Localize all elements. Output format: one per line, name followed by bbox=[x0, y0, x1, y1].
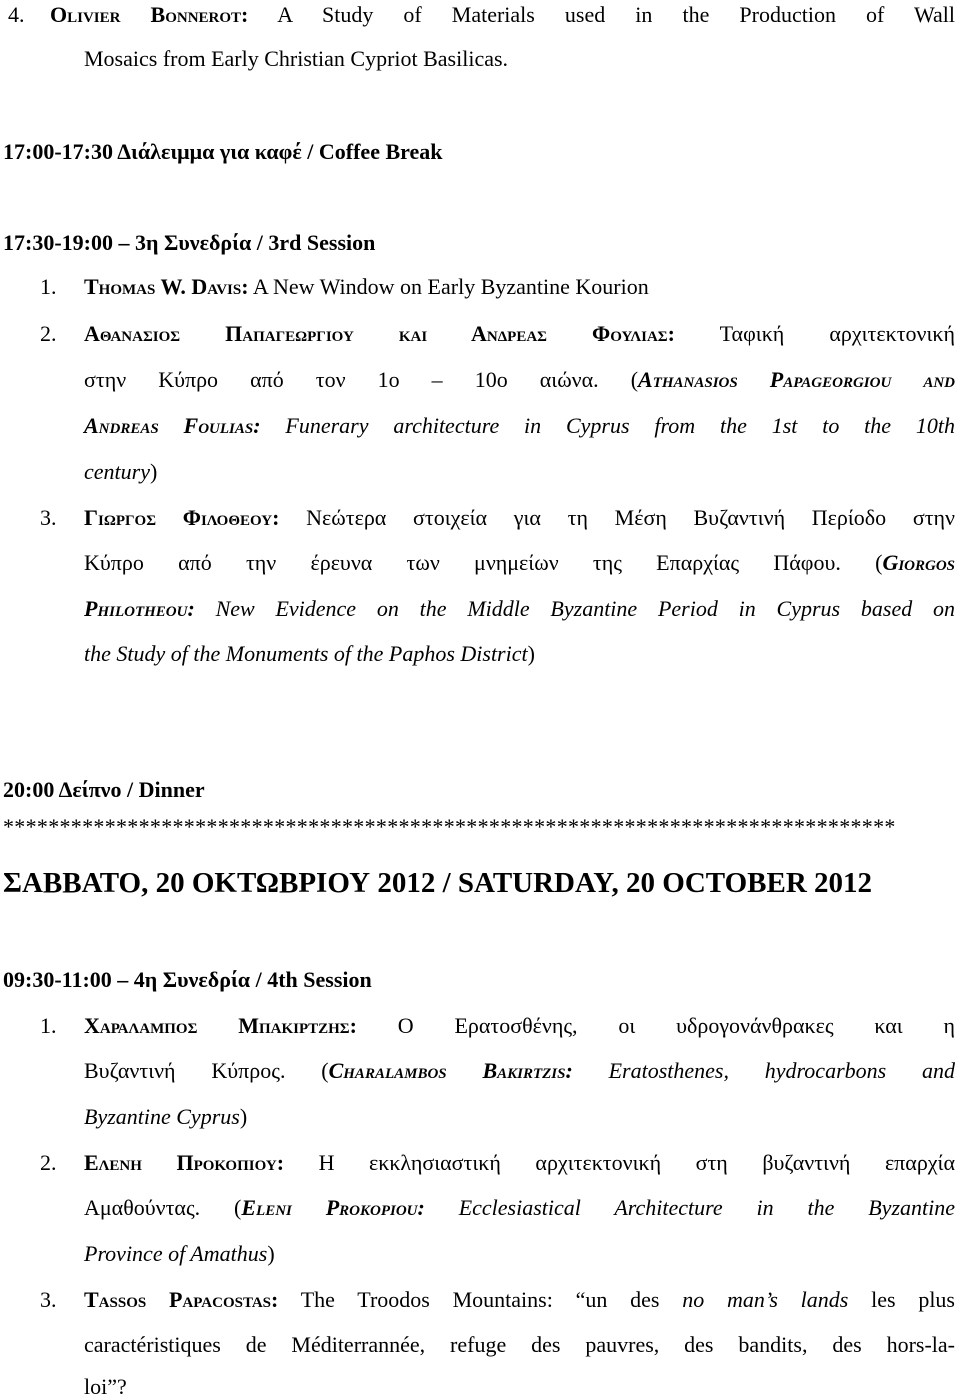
talk-title: The Troodos Mountains: “un des bbox=[300, 1287, 660, 1312]
paren-open: ( bbox=[875, 550, 883, 575]
session-item-4 bbox=[50, 2, 955, 28]
speaker-name-english-continued: Philotheou: bbox=[84, 596, 195, 621]
talk-title: A New Window on Early Byzantine Kourion bbox=[252, 274, 649, 299]
speaker-name-greek: Ελενη Προκοπιου: bbox=[84, 1150, 285, 1175]
session-3-item-3-line-3 bbox=[84, 596, 955, 622]
item-number: 3. bbox=[40, 505, 57, 530]
speaker-name: Thomas W. Davis: bbox=[84, 274, 249, 299]
day-heading: ΣΑΒΒΑΤΟ, 20 ΟΚΤΩΒΡΙΟΥ 2012 / SATURDAY, 20 OCTOBER 2012 bbox=[3, 867, 873, 899]
session-3-item-3 bbox=[84, 505, 955, 531]
item-number: 2. bbox=[40, 1150, 57, 1175]
talk-title-rest: les plus bbox=[871, 1287, 955, 1312]
talk-title: A Study of Materials used in the Production of Wall bbox=[277, 2, 955, 27]
session-4-item-2 bbox=[84, 1150, 955, 1176]
talk-title-continued: caractéristiques de Méditerrannée, refuge des pauvres, des bandits, des hors-la- bbox=[84, 1332, 955, 1357]
talk-title-english: Eratosthenes, hydrocarbons and bbox=[608, 1058, 955, 1083]
session-4-item-1-line-3 bbox=[84, 1104, 247, 1130]
talk-title-greek: Ταφική αρχιτεκτονική bbox=[719, 321, 955, 346]
session-4-item-2-line-3 bbox=[84, 1241, 275, 1267]
item-number: 3. bbox=[40, 1287, 57, 1312]
speaker-name-greek: Γιωργος Φιλοθεου: bbox=[84, 505, 280, 530]
session-3-item-3-line-4 bbox=[84, 641, 535, 667]
speaker-name-english: Giorgos bbox=[882, 550, 956, 575]
session-4-heading: 09:30-11:00 – 4η Συνεδρία / 4th Session bbox=[3, 967, 372, 992]
session-4-item-3 bbox=[84, 1287, 955, 1313]
session-3-item-3-line-2 bbox=[84, 550, 955, 576]
talk-title-english: Funerary architecture in Cyprus from the 1st to the 10th bbox=[285, 413, 955, 438]
coffee-break: 17:00-17:30 Διάλειμμα για καφέ / Coffee Break bbox=[3, 139, 443, 164]
paren-open: ( bbox=[630, 367, 639, 392]
paren-close: ) bbox=[267, 1241, 275, 1266]
item-number: 1. bbox=[40, 274, 57, 299]
item-number: 2. bbox=[40, 321, 57, 346]
session-3-item-2-line-4 bbox=[84, 459, 157, 485]
talk-title-greek: Η εκκλησιαστική αρχιτεκτονική στη βυζαντινή επαρχία bbox=[318, 1150, 956, 1175]
talk-title-english: Ecclesiastical Architecture in the Byzantine bbox=[458, 1195, 955, 1220]
paren-open: ( bbox=[234, 1195, 242, 1220]
talk-title-english-continued: Province of Amathus bbox=[84, 1241, 268, 1266]
session-3-item-2-line-2 bbox=[84, 367, 955, 393]
separator: ******************************************************************************* bbox=[3, 814, 896, 839]
talk-title-greek-continued: Βυζαντινή Κύπρος. bbox=[84, 1058, 286, 1083]
session-4-item-1-line-2 bbox=[84, 1058, 955, 1084]
talk-title-continued: Mosaics from Early Christian Cypriot Basilicas. bbox=[84, 46, 509, 71]
talk-title-english-continued: Byzantine Cyprus bbox=[84, 1104, 240, 1129]
talk-title-italic: no man’s lands bbox=[682, 1287, 849, 1312]
item-number: 1. bbox=[40, 1013, 57, 1038]
talk-title-english: New Evidence on the Middle Byzantine Period in Cyprus based on bbox=[215, 596, 956, 621]
talk-title-greek: Νεώτερα στοιχεία για τη Μέση Βυζαντινή Περίοδο στην bbox=[306, 505, 955, 530]
speaker-name-greek: Αθανασιος Παπαγεωργιου και Ανδρεας Φουλιας: bbox=[84, 321, 675, 346]
speaker-name-english: Eleni Prokopiou: bbox=[241, 1195, 425, 1220]
session-4-item-1 bbox=[84, 1013, 955, 1039]
talk-title-greek-continued: Κύπρο από την έρευνα των μνημείων της Επαρχίας Πάφου. bbox=[84, 550, 841, 575]
speaker-name: Tassos Papacostas: bbox=[84, 1287, 279, 1312]
item-number: 4. bbox=[8, 2, 25, 27]
paren-open: ( bbox=[321, 1058, 329, 1083]
talk-title-english-continued: century bbox=[84, 459, 150, 484]
speaker-name-english: Athanasios Papageorgiou and bbox=[638, 367, 955, 392]
session-4-item-3-line-2 bbox=[84, 1332, 955, 1358]
speaker-name-english-continued: Andreas Foulias: bbox=[84, 413, 261, 438]
session-3-item-2 bbox=[84, 321, 955, 347]
session-3-heading: 17:30-19:00 – 3η Συνεδρία / 3rd Session bbox=[3, 230, 376, 255]
speaker-name-english: Charalambos Bakirtzis: bbox=[328, 1058, 573, 1083]
talk-title-greek: Ο Ερατοσθένης, οι υδρογονάνθρακες και η bbox=[397, 1013, 955, 1038]
paren-close: ) bbox=[149, 459, 158, 484]
talk-title-greek-continued: στην Κύπρο από τον 1ο – 10ο αιώνα. bbox=[84, 367, 599, 392]
session-3-item-1 bbox=[84, 274, 649, 300]
dinner: 20:00 Δείπνο / Dinner bbox=[3, 777, 205, 802]
speaker-name-greek: Χαραλαμπος Μπακιρτζης: bbox=[84, 1013, 357, 1038]
session-4-item-3-line-3: loi”? bbox=[84, 1374, 127, 1399]
talk-title-greek-continued: Αμαθούντας. bbox=[84, 1195, 201, 1220]
session-4-item-2-line-2 bbox=[84, 1195, 955, 1221]
talk-title-english-continued: the Study of the Monuments of the Paphos District bbox=[84, 641, 528, 666]
speaker-name: Olivier Bonnerot: bbox=[50, 2, 249, 27]
session-3-item-2-line-3 bbox=[84, 413, 955, 439]
paren-close: ) bbox=[527, 641, 535, 666]
paren-close: ) bbox=[239, 1104, 248, 1129]
